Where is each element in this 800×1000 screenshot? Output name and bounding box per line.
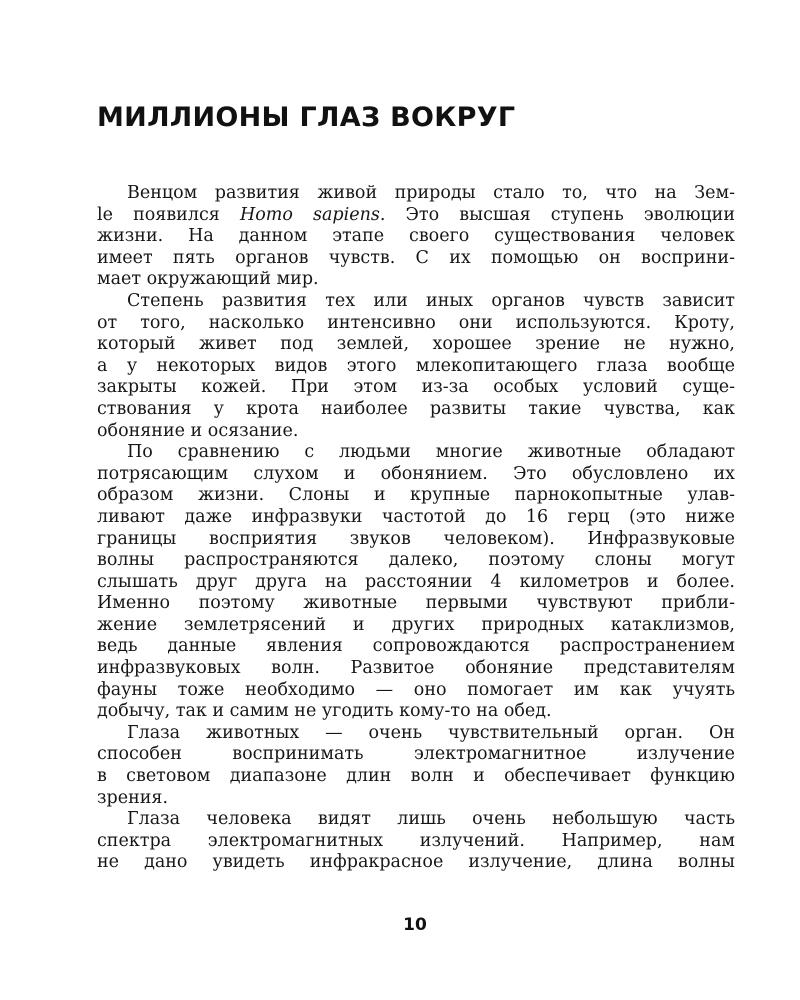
text-line: По сравнению с людьми многие животные обладают bbox=[127, 442, 735, 463]
paragraph bbox=[97, 723, 735, 809]
text-line: волны распространяются далеко, поэтому слоны могут bbox=[97, 550, 735, 571]
text-line: ливают даже инфразвуки частотой до 16 герц (это ниже bbox=[97, 506, 735, 527]
text-line: Именно поэтому животные первыми чувствуют прибли- bbox=[97, 593, 735, 614]
paragraph bbox=[97, 809, 735, 874]
text-line: мает окружающий мир. bbox=[97, 269, 319, 290]
text-line: обоняние и осязание. bbox=[97, 420, 299, 441]
text-line: границы восприятия звуков человеком). Инфразвуковые bbox=[97, 528, 735, 549]
text-line: жизни. На данном этапе своего существования человек bbox=[97, 226, 735, 247]
text-line: закрыты кожей. При этом из-за особых условий суще- bbox=[97, 377, 735, 398]
chapter-title: МИЛЛИОНЫ ГЛАЗ ВОКРУГ bbox=[97, 102, 516, 133]
text-line: а у некоторых видов этого млекопитающего глаза вообще bbox=[97, 355, 735, 376]
paragraph bbox=[97, 291, 735, 442]
text-line: Степень развития тех или иных органов чувств зависит bbox=[127, 290, 735, 311]
body-text bbox=[97, 183, 735, 874]
paragraph bbox=[97, 442, 735, 723]
text-line: имеет пять органов чувств. С их помощью он восприни- bbox=[97, 247, 735, 268]
text-line: инфразвуковых волн. Развитое обоняние представителям bbox=[97, 658, 735, 679]
text-line: зрения. bbox=[97, 787, 169, 808]
text-line: от того, насколько интенсивно они используются. Кроту, bbox=[97, 312, 735, 333]
page-number: 10 bbox=[403, 915, 427, 935]
text-line: Глаза животных — очень чувствительный орган. Он bbox=[127, 722, 735, 743]
text-line: Венцом развития живой природы стало то, что на Зем- bbox=[127, 183, 735, 203]
text-line: который живет под землей, хорошее зрение не нужно, bbox=[97, 334, 735, 355]
text-line: образом жизни. Слоны и крупные парнокопытные улав- bbox=[97, 485, 735, 506]
species-name: Homo sapiens bbox=[239, 204, 380, 225]
text-line: жение землетрясений и других природных катаклизмов, bbox=[97, 614, 735, 635]
text-line: ведь данные явления сопровождаются распространением bbox=[97, 636, 735, 657]
text-line: не дано увидеть инфракрасное излучение, длина волны bbox=[97, 852, 735, 873]
text-line: ствования у крота наиболее развиты такие чувства, как bbox=[97, 398, 735, 419]
text-line: добычу, так и самим не угодить кому-то на обед. bbox=[97, 701, 552, 722]
text-line: способен воспринимать электромагнитное излучение bbox=[97, 744, 735, 765]
text-line: в световом диапазоне длин волн и обеспечивает функцию bbox=[97, 766, 735, 787]
text-line: Глаза человека видят лишь очень небольшую часть bbox=[127, 809, 735, 830]
text-line: слышать друг друга на расстоянии 4 километров и более. bbox=[97, 571, 735, 592]
paragraph bbox=[97, 183, 735, 291]
text-line: фауны тоже необходимо — оно помогает им как учуять bbox=[97, 679, 735, 700]
text-line: спектра электромагнитных излучений. Например, нам bbox=[97, 830, 735, 851]
text-line: le появился Homo sapiens. Это высшая ступень эволюции bbox=[97, 204, 736, 225]
text-line: потрясающим слухом и обонянием. Это обусловлено их bbox=[97, 463, 735, 484]
